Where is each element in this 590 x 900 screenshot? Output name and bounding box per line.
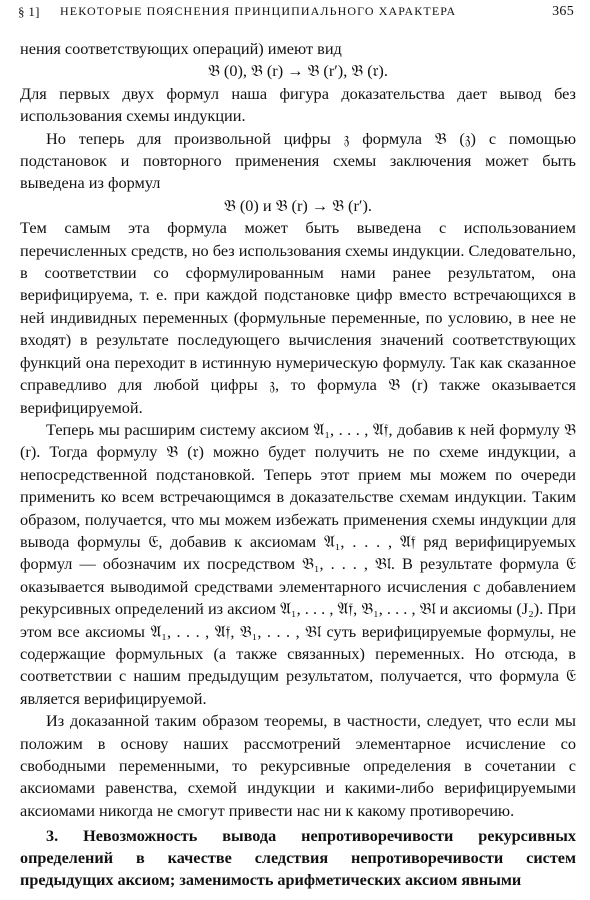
display-formula-1: 𝔅 (0), 𝔅 (r) → 𝔅 (r′), 𝔅 (𝔯). bbox=[208, 61, 388, 81]
running-header bbox=[18, 4, 574, 24]
paragraph-consequence: Из доказанной таким образом теоремы, в частности, следует, что если мы положим в основу наших рассмотрений элементарное исчисление со свободными переменными, то рекурсивные определения в сочетании с аксиомами равенства, схемой индукции и какими-либо верифицируемыми аксиомами никогда не смогут привести нас ни к какому противоречию. bbox=[20, 711, 576, 820]
display-formula-2: 𝔅 (0) и 𝔅 (r) → 𝔅 (r′). bbox=[224, 195, 372, 215]
paragraph-verifiable: Тем самым эта формула может быть выведена с использованием перечисленных средств, но без использования схемы индукции. Следовательно, в соответствии со сформулированным нами ранее результатом, она верифицируема, т. е. при каждой подстановке цифр вместо встречающихся в ней индивидных переменных (формульные переменные, по условию, в нее не входят) в результате последующего вычисления значений соответствующих функций она переходит в истинную нумерическую формулу. Так как сказанное справедливо для любой цифры 𝔷, то формула 𝔅 (r) также оказывается верифицируемой. bbox=[20, 218, 576, 417]
section-reference: § 1] bbox=[18, 4, 40, 19]
paragraph-extend-axioms: Теперь мы расширим систему аксиом 𝔄₁, . . . , 𝔄𝔣, добавив к ней формулу 𝔅 (r). Тогда формулу 𝔅 (𝔯) можно будет получить не по схеме индукции, а непосредственной подстановкой. Теперь этот прием мы можем по очереди применить ко всем встречающимся в доказательстве схемам индукции. Таким образом, получается, что мы можем избежать применения схемы индукции для вывода формулы 𝔈, добавив к аксиомам 𝔄₁, . . . , 𝔄𝔣 ряд верифицируемых формул — обозначим их посредством 𝔅₁, . . . , 𝔅𝔩. В результате формула 𝔈 оказывается выводимой средствами элементарного исчисления с добавлением рекурсивных определений из аксиом 𝔄₁, . . . , 𝔄𝔣, 𝔅₁, . . . , 𝔅𝔩 и аксиомы (J₂). При этом все аксиомы 𝔄₁, . . . , 𝔄𝔣, 𝔅₁, . . . , 𝔅𝔩 суть верифицируемые формулы, не содержащие формульных (а также связанных) переменных. Но отсюда, в соответствии с нашим предыдущим результатом, получается, что формула 𝔈 является верифицируемой. bbox=[20, 419, 576, 708]
page-number: 365 bbox=[552, 4, 574, 19]
section-heading: 3. Невозможность вывода непротиворечивости рекурсивных определений в качестве следствия непротиворечивости систем предыдущих аксиом; заменимость арифметических аксиом явными bbox=[20, 827, 576, 889]
running-title: НЕКОТОРЫЕ ПОЯСНЕНИЯ ПРИНЦИПИАЛЬНОГО ХАРАКТЕРА bbox=[60, 4, 457, 18]
page-body bbox=[20, 38, 576, 892]
paragraph-continuation: нения соответствующих операций) имеют вид bbox=[20, 39, 342, 58]
paragraph-first-two-formulas: Для первых двух формул наша фигура доказательства дает вывод без использования схемы индукции. bbox=[20, 83, 576, 126]
paragraph-arbitrary-numeral: Но теперь для произвольной цифры 𝔷 формула 𝔅 (𝔷) с помощью подстановок и повторного применения схемы заключения может быть выведена из формул bbox=[20, 128, 576, 193]
